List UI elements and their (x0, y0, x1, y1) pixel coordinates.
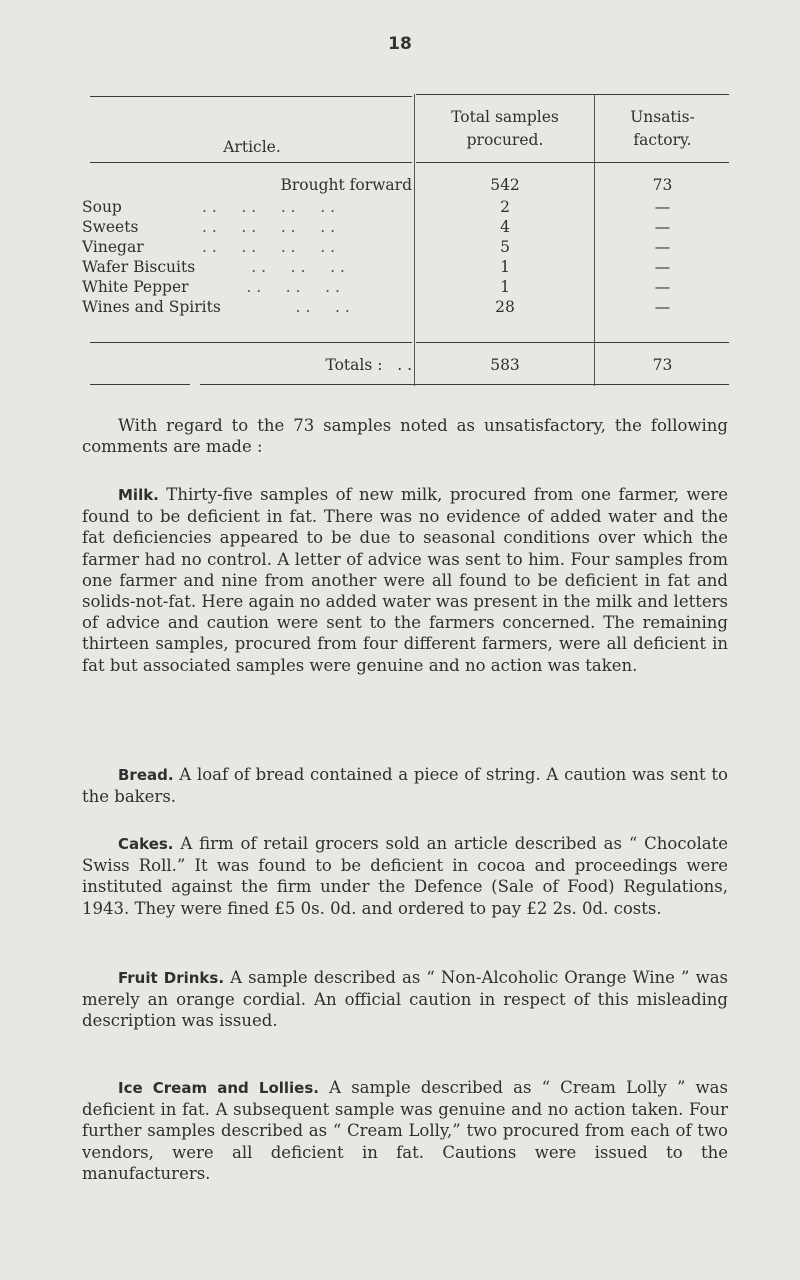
milk-paragraph (82, 484, 728, 676)
table-row (82, 298, 729, 317)
header-total-line1: Total samples (451, 108, 559, 126)
totals-label: Totals : . . (325, 356, 412, 374)
ice-cream-text: A sample described as “ Cream Lolly ” was deficient in fat. A subsequent sample was genuine and no action taken. Four further samples described as “ Cream Lolly,” two procured from each of two vendors, were all deficient in fat. Cautions were issued to the manufacturers. (82, 1078, 728, 1183)
table-row-brought-forward (82, 176, 729, 195)
totals-rule-left (90, 342, 412, 343)
leader-dots: . . . . . . . . (202, 238, 336, 256)
unsatisfactory-count: — (654, 198, 671, 216)
bread-paragraph (82, 764, 728, 807)
bread-heading: Bread. (118, 766, 174, 784)
article-name: Vinegar (82, 238, 144, 256)
ice-cream-paragraph (82, 1077, 728, 1184)
total-samples: 1 (500, 278, 510, 296)
table-top-rule-left (90, 96, 412, 97)
cakes-text: A firm of retail grocers sold an article described as “ Chocolate Swiss Roll.” It was found to be deficient in cocoa and proceedings were instituted against the firm under the Defence (Sale of Food) Regulations, 1943. They were fined £5 0s. 0d. and ordered to pay £2 2s. 0d. costs. (82, 834, 728, 918)
unsatisfactory-count: — (654, 278, 671, 296)
total-samples: 28 (495, 298, 515, 316)
article-name: Wines and Spirits (82, 298, 221, 316)
milk-text: Thirty-five samples of new milk, procured from one farmer, were found to be deficient in fat. There was no evidence of added water and the fat deficiencies appeared to be due to seasonal conditions over which the farmer had no control. A letter of advice was sent to him. Four samples from one farmer and nine from another were all found to be deficient in fat and solids-not-fat. Here again no added water was present in the milk and letters of advice and caution were sent to the farmers concerned. The remaining thirteen samples, procured from four different farmers, were all deficient in fat but associated samples were genuine and no action was taken. (82, 485, 728, 675)
samples-table (82, 96, 729, 386)
article-name: Sweets (82, 218, 139, 236)
header-rule-left (90, 162, 412, 163)
table-row (82, 238, 729, 257)
header-total-line2: procured. (466, 131, 544, 149)
table-row (82, 198, 729, 217)
leader-dots: . . . . . . . . (202, 218, 336, 236)
header-unsat-line2: factory. (633, 131, 692, 149)
total-samples: 2 (500, 198, 510, 216)
cakes-paragraph (82, 833, 728, 919)
brought-forward-total: 542 (490, 176, 520, 194)
fruit-drinks-text: A sample described as “ Non-Alcoholic Orange Wine ” was merely an orange cordial. An official caution in respect of this misleading description was issued. (82, 968, 729, 1031)
article-name: Wafer Biscuits (82, 258, 196, 276)
header-unsat-line1: Unsatis- (630, 108, 695, 126)
cakes-heading: Cakes. (118, 835, 174, 853)
leader-dots: . . . . (202, 298, 350, 316)
table-row (82, 218, 729, 237)
unsatisfactory-count: — (654, 218, 671, 236)
bottom-rule (200, 384, 729, 385)
fruit-drinks-paragraph (82, 967, 728, 1032)
brought-forward-label: Brought forward (280, 176, 412, 194)
totals-unsatisfactory: 73 (652, 356, 673, 374)
total-samples: 4 (500, 218, 510, 236)
brought-forward-unsatisfactory: 73 (652, 176, 673, 194)
bread-text: A loaf of bread contained a piece of string. A caution was sent to the bakers. (82, 765, 728, 807)
intro-paragraph: With regard to the 73 samples noted as unsatisfactory, the following comments are made : (82, 416, 728, 457)
leader-dots: . . . . . . (202, 278, 340, 296)
milk-heading: Milk. (118, 486, 159, 504)
table-row (82, 278, 729, 297)
table-row-totals (82, 356, 729, 375)
article-name: White Pepper (82, 278, 189, 296)
page-number: 18 (388, 34, 412, 54)
header-rule-right (416, 162, 729, 163)
table-top-rule-right (416, 94, 729, 95)
unsatisfactory-count: — (654, 238, 671, 256)
totals-total: 583 (490, 356, 520, 374)
total-samples: 1 (500, 258, 510, 276)
ice-cream-heading: Ice Cream and Lollies. (118, 1079, 319, 1097)
leader-dots: . . . . . . . . (202, 198, 336, 216)
unsatisfactory-count: — (654, 258, 671, 276)
table-row (82, 258, 729, 277)
totals-rule-right (416, 342, 729, 343)
article-name: Soup (82, 198, 122, 216)
bottom-rule-short (90, 384, 190, 385)
total-samples: 5 (500, 238, 510, 256)
fruit-drinks-heading: Fruit Drinks. (118, 969, 225, 987)
unsatisfactory-count: — (654, 298, 671, 316)
leader-dots: . . . . . . (202, 258, 345, 276)
header-article: Article. (223, 138, 281, 156)
